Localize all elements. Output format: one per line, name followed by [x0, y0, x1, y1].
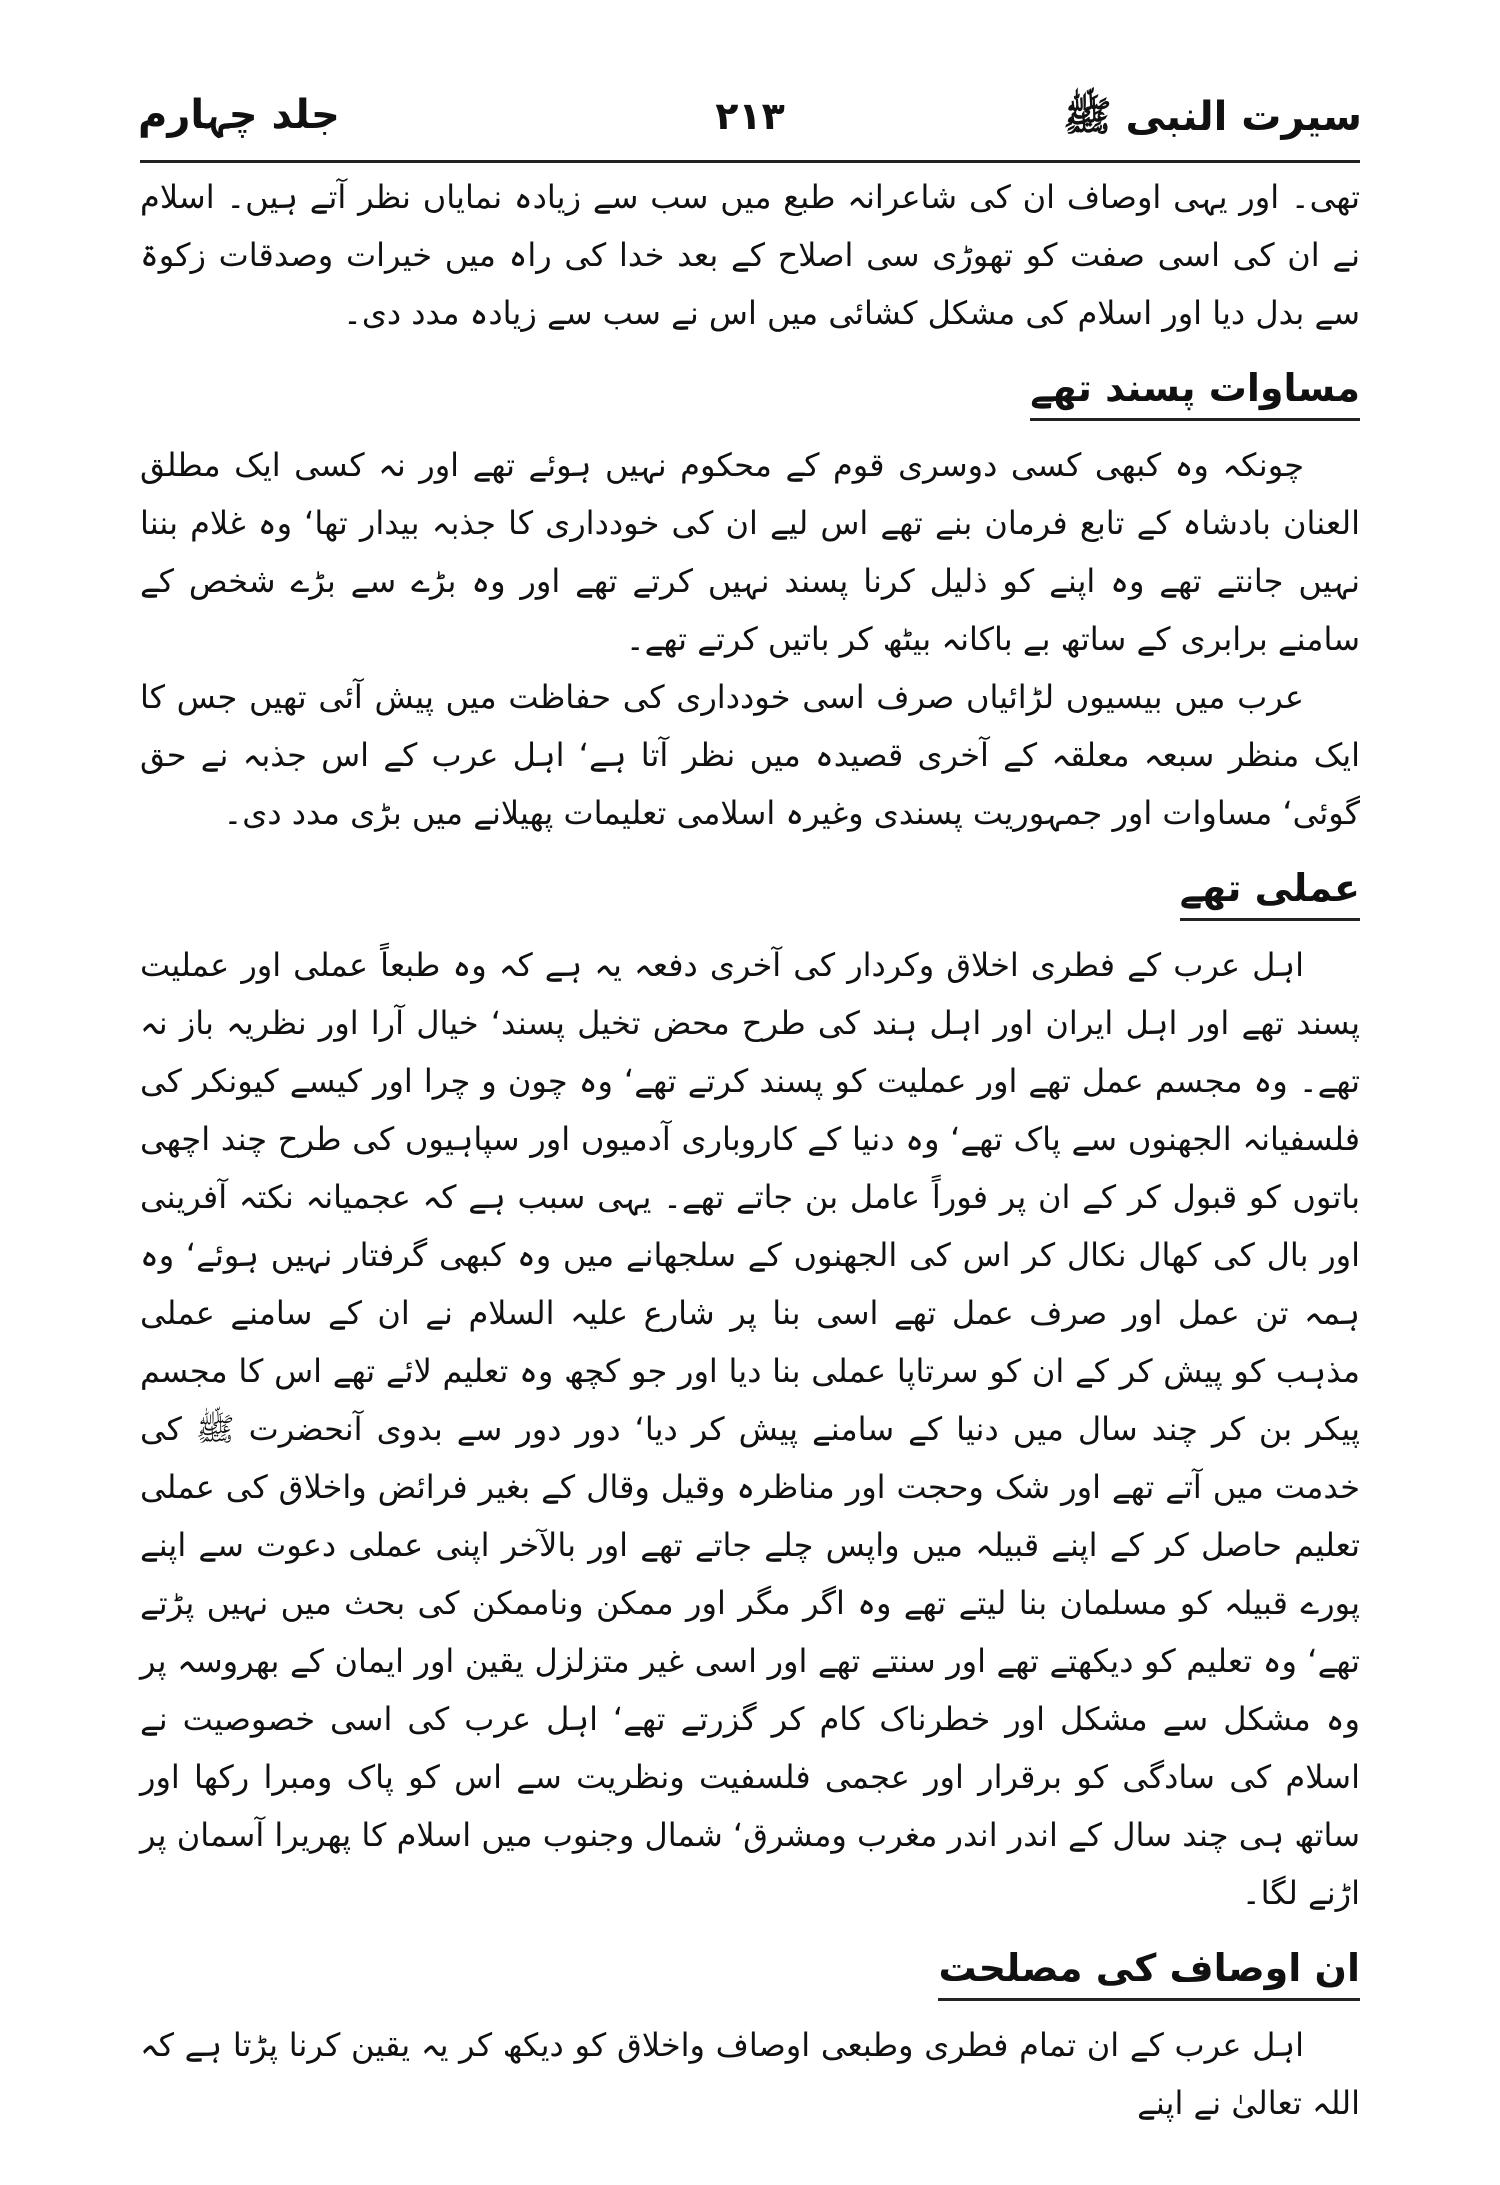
paragraph-intro: تھی۔ اور یہی اوصاف ان کی شاعرانہ طبع میں سب سے زیادہ نمایاں نظر آتے ہیں۔ اسلام نے ان کی اسی صفت کو تھوڑی سی اصلاح کے بعد خدا کی راہ میں خیرات وصدقات زکوۃ سے بدل دیا اور اسلام کی مشکل کشائی میں اس نے سب سے زیادہ مدد دی۔ [140, 178, 1360, 332]
book-title: سیرت النبی ﷺ [1063, 94, 1362, 140]
section-heading-equality: مساوات پسند تھے [1030, 360, 1360, 421]
section-heading-practical: عملی تھے [1180, 860, 1360, 921]
page-number: ۲۱۳ [715, 94, 785, 138]
section-heading-container [140, 1940, 1360, 2004]
section-heading-wisdom: ان اوصاف کی مصلحت [938, 1940, 1360, 2001]
running-header [118, 92, 1382, 150]
section-heading-container [140, 360, 1360, 424]
paragraph-practical: اہل عرب کے فطری اخلاق وکردار کی آخری دفعہ یہ ہے کہ وہ طبعاً عملی اور عملیت پسند تھے اور اہل ایران اور اہل ہند کی طرح محض تخیل پسند‘ خیال آرا اور نظریہ باز نہ تھے۔ وہ مجسم عمل تھے اور عملیت کو پسند کرتے تھے‘ وہ چون و چرا اور کیسے کیونکر کی فلسفیانہ الجھنوں سے پاک تھے‘ وہ دنیا کے کاروباری آدمیوں اور سپاہیوں کی طرح چند اچھی باتوں کو قبول کر کے ان پر فوراً عامل بن جاتے تھے۔ یہی سبب ہے کہ عجمیانہ نکتہ آفرینی اور بال کی کھال نکال کر اس کی الجھنوں کے سلجھانے میں وہ کبھی گرفتار نہیں ہوئے‘ وہ ہمہ تن عمل اور صرف عمل تھے اسی بنا پر شارع علیہ السلام نے ان کے سامنے عملی مذہب کو پیش کر کے ان کو سرتاپا عملی بنا دیا اور جو کچھ وہ تعلیم لائے تھے اس کا مجسم پیکر بن کر چند سال میں دنیا کے سامنے پیش کر دیا‘ دور دور سے بدوی آنحضرت ﷺ کی خدمت میں آتے تھے اور شک وحجت اور مناظرہ وقیل وقال کے بغیر فرائض واخلاق کی عملی تعلیم حاصل کر کے اپنے قبیلہ میں واپس چلے جاتے تھے اور بالآخر اپنی عملی دعوت سے اپنے پورے قبیلہ کو مسلمان بنا لیتے تھے وہ اگر مگر اور ممکن وناممکن کی بحث میں نہیں پڑتے تھے‘ وہ تعلیم کو دیکھتے تھے اور سنتے تھے اور اسی غیر متزلزل یقین اور ایمان کے بھروسہ پر وہ مشکل سے مشکل اور خطرناک کام کر گزرتے تھے‘ اہل عرب کی اسی خصوصیت نے اسلام کی سادگی کو برقرار اور عجمی فلسفیت ونظریت سے اس کو پاک ومبرا رکھا اور ساتھ ہی چند سال کے اندر اندر مغرب ومشرق‘ شمال وجنوب میں اسلام کا پھریرا آسمان پر اڑنے لگا۔ [140, 946, 1360, 1912]
paragraph-equality-2: عرب میں بیسیوں لڑائیاں صرف اسی خودداری کی حفاظت میں پیش آئی تھیں جس کا ایک منظر سبعہ معلقہ کے آخری قصیدہ میں نظر آتا ہے‘ اہل عرب کے اس جذبہ نے حق گوئی‘ مساوات اور جمہوریت پسندی وغیرہ اسلامی تعلیمات پھیلانے میں بڑی مدد دی۔ [140, 678, 1360, 832]
section-heading-container [140, 860, 1360, 924]
header-divider [140, 160, 1360, 163]
paragraph-equality-1: چونکہ وہ کبھی کسی دوسری قوم کے محکوم نہیں ہوئے تھے اور نہ کسی ایک مطلق العنان بادشاہ کے تابع فرمان بنے تھے اس لیے ان کی خودداری کا جذبہ بیدار تھا‘ وہ غلام بننا نہیں جانتے تھے وہ اپنے کو ذلیل کرنا پسند نہیں کرتے تھے اور وہ بڑے سے بڑے شخص کے سامنے برابری کے ساتھ بے باکانہ بیٹھ کر باتیں کرتے تھے۔ [140, 446, 1360, 658]
page-body [140, 168, 1360, 2132]
paragraph-wisdom: اہل عرب کے ان تمام فطری وطبعی اوصاف واخلاق کو دیکھ کر یہ یقین کرنا پڑتا ہے کہ اللہ تعالیٰ نے اپنے [140, 2026, 1360, 2122]
volume-label: جلد چہارم [138, 92, 340, 138]
